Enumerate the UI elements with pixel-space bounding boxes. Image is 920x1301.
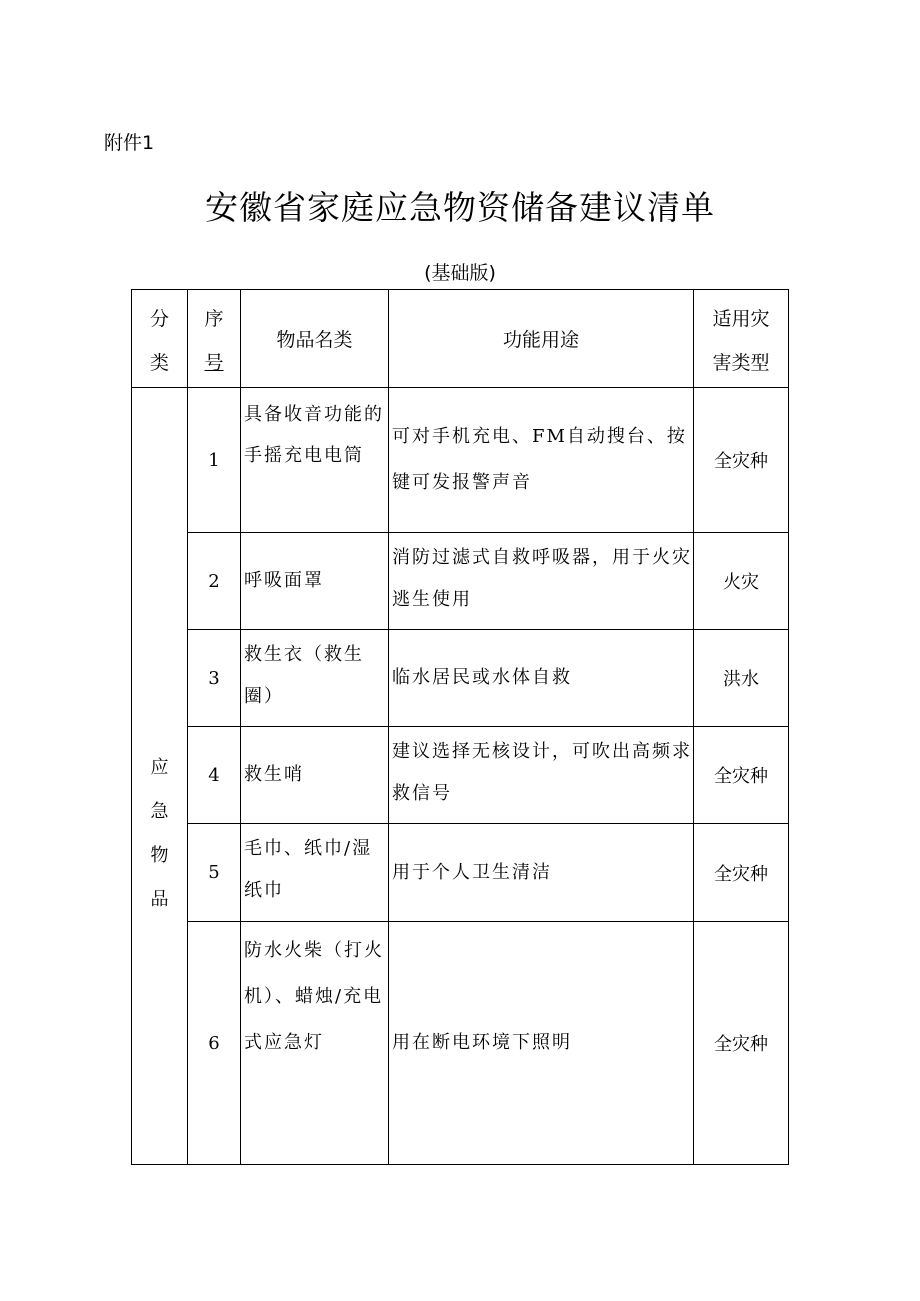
table-row: [132, 727, 789, 824]
name-cell: 救生衣（救生圈）: [241, 630, 389, 727]
seq-cell: 6: [188, 922, 241, 1165]
disaster-cell: 洪水: [694, 630, 789, 727]
name-cell: 防水火柴（打火机）、蜡烛/充电式应急灯: [241, 922, 389, 1165]
function-cell: 可对手机充电、FM自动搜台、按键可发报警声音: [389, 388, 694, 533]
table-row: [132, 922, 789, 1165]
category-char: 品: [150, 888, 169, 910]
seq-cell: 4: [188, 727, 241, 824]
disaster-cell: 全灾种: [694, 727, 789, 824]
disaster-cell: 全灾种: [694, 824, 789, 922]
name-cell: 呼吸面罩: [241, 533, 389, 630]
header-category: [132, 290, 188, 388]
page-subtitle: (基础版): [424, 262, 496, 284]
table-row: [132, 824, 789, 922]
table-row: [132, 388, 789, 533]
function-cell: 用于个人卫生清洁: [389, 824, 694, 922]
supplies-table: [131, 289, 789, 1165]
header-row: [132, 290, 789, 388]
table-row: [132, 533, 789, 630]
header-seq: [188, 290, 241, 388]
attachment-label: 附件1: [104, 132, 155, 154]
header-disaster: [694, 290, 789, 388]
seq-cell: 3: [188, 630, 241, 727]
name-cell: 毛巾、纸巾/湿纸巾: [241, 824, 389, 922]
name-cell: 救生哨: [241, 727, 389, 824]
function-cell: 消防过滤式自救呼吸器，用于火灾逃生使用: [389, 533, 694, 630]
seq-cell: 2: [188, 533, 241, 630]
category-char: 急: [150, 800, 169, 822]
page-title: 安徽省家庭应急物资储备建议清单: [205, 188, 715, 227]
seq-cell: 5: [188, 824, 241, 922]
header-seq-line2: 号: [204, 351, 224, 374]
disaster-cell: 全灾种: [694, 922, 789, 1165]
function-cell: 临水居民或水体自救: [389, 630, 694, 727]
header-name: 物品名类: [241, 290, 389, 388]
function-cell: 建议选择无核设计，可吹出高频求救信号: [389, 727, 694, 824]
category-char: 应: [150, 756, 169, 778]
table-row: [132, 630, 789, 727]
header-function: 功能用途: [389, 290, 694, 388]
header-seq-line1: 序: [204, 307, 224, 330]
seq-cell: 1: [188, 388, 241, 533]
header-category-line2: 类: [149, 351, 169, 374]
function-cell: 用在断电环境下照明: [389, 922, 694, 1165]
disaster-cell: 全灾种: [694, 388, 789, 533]
header-disaster-line1: 适用灾: [712, 307, 770, 330]
name-cell: 具备收音功能的手摇充电电筒: [241, 388, 389, 533]
disaster-cell: 火灾: [694, 533, 789, 630]
header-disaster-line2: 害类型: [712, 351, 770, 374]
category-cell: [132, 388, 188, 1165]
category-char: 物: [150, 844, 169, 866]
header-category-line1: 分: [149, 307, 169, 330]
